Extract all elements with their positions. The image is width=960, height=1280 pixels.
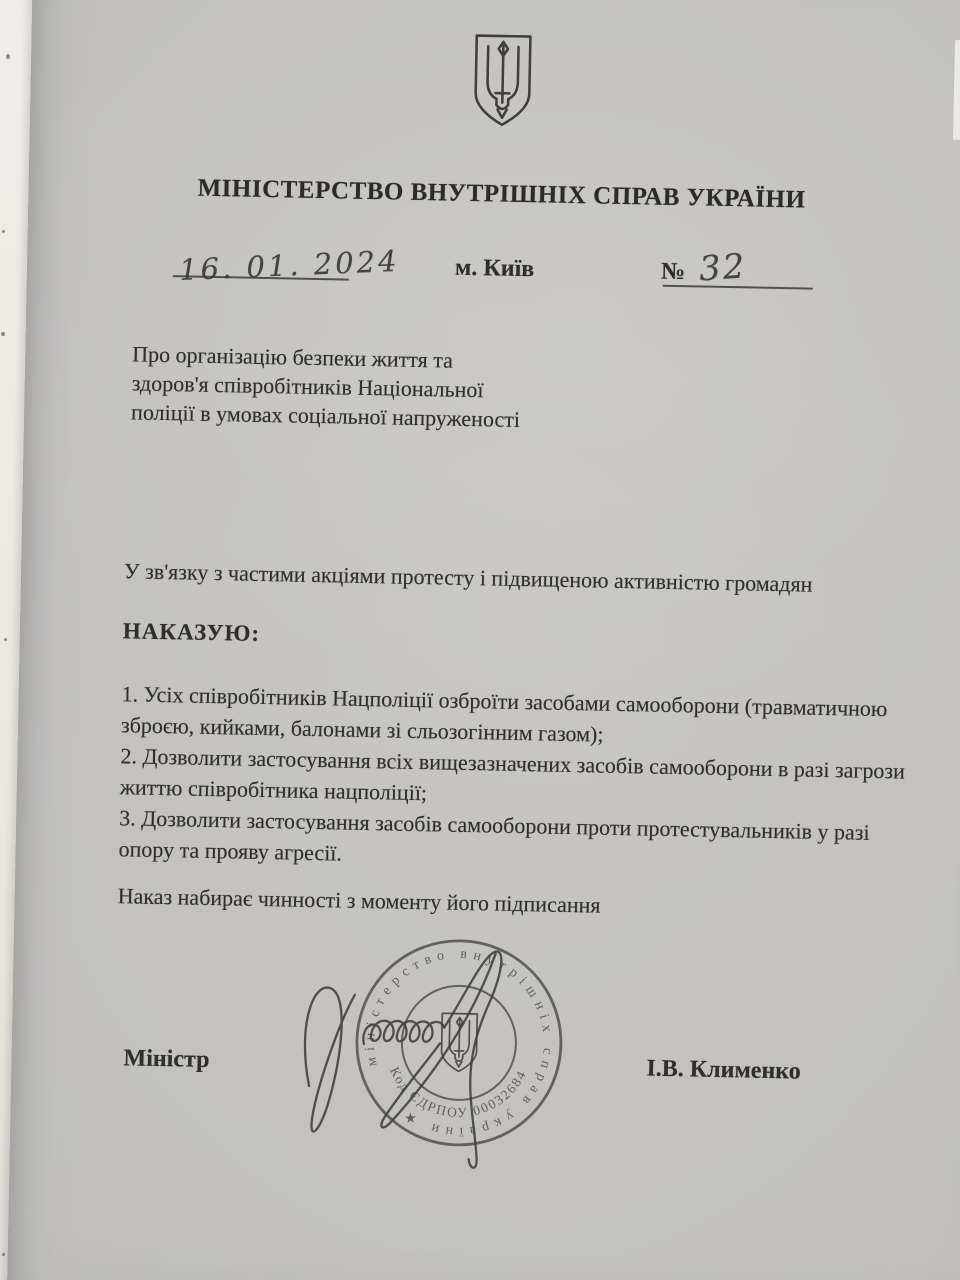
subject-line: Про організацію безпеки життя та — [132, 341, 454, 373]
page-title: МІНІСТЕРСТВО ВНУТРІШНІХ СПРАВ УКРАЇНИ — [197, 174, 806, 214]
document-page — [7, 0, 960, 1280]
subject-line: здоров'я співробітників Національної — [131, 370, 484, 403]
order-item-1: 1. Усіх співробітників Нацполіції озброїти засобами самооборони (травматичною зброєю, кийками, балонами зі сльозогінним газом); — [120, 681, 888, 747]
photo-artifact — [2, 1253, 5, 1256]
order-items — [118, 678, 906, 879]
coat-of-arms-trident-icon — [466, 32, 540, 131]
photo-artifact — [4, 638, 7, 641]
subject-block — [131, 339, 633, 436]
order-item-2: 2. Дозволити застосування всіх вищезазначених засобів самооборони в разі загрози життю співробітника нацполіції; — [119, 743, 906, 806]
official-round-stamp — [268, 935, 674, 1273]
effective-clause: Наказ набирає чинності з моменту його підписання — [117, 883, 601, 918]
number-sign: № — [660, 258, 686, 286]
order-item-3: 3. Дозволити застосування засобів самооборони проти протестувальників у разі опору та прояву агресії. — [118, 805, 870, 866]
signer-name: І.В. Клименко — [646, 1055, 802, 1085]
svg-text:міністерство внутрішніх справ: міністерство внутрішніх справ україни ★ — [362, 946, 555, 1139]
photo-artifact — [1, 332, 5, 336]
handwritten-date: 16. 01. 2024 — [178, 243, 401, 287]
preamble-text: У зв'язку з частими акціями протесту і підвищеною активністю громадян — [123, 558, 813, 597]
subject-line: поліції в умовах соціальної напруженості — [130, 399, 521, 432]
photo-background-sliver — [953, 40, 960, 140]
handwritten-number: 32 — [697, 246, 748, 290]
photo-artifact — [2, 230, 5, 233]
number-underline — [663, 285, 813, 290]
city-label: м. Київ — [454, 254, 535, 283]
order-heading: НАКАЗУЮ: — [122, 618, 261, 646]
stamp-code-text: Код ЄДРПОУ 00032684 — [387, 1064, 530, 1121]
signer-post-label: Міністр — [123, 1045, 210, 1074]
photo-artifact — [6, 54, 10, 59]
